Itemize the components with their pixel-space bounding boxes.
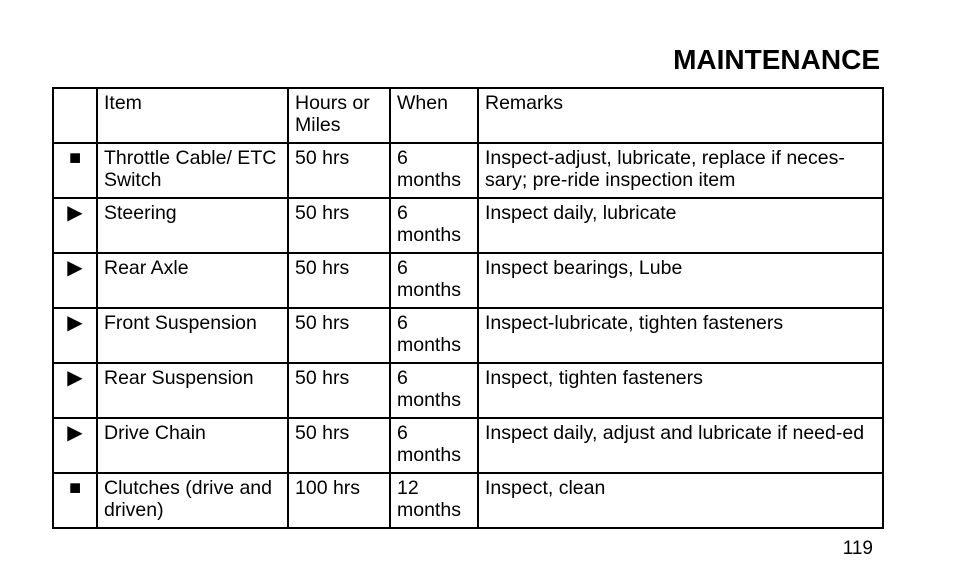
triangle-right-icon: ▶ [53, 418, 97, 473]
item-cell: Front Suspension [97, 308, 288, 363]
hours-cell: 50 hrs [288, 143, 390, 198]
triangle-right-icon: ▶ [53, 198, 97, 253]
column-header-when: When [390, 88, 478, 143]
table-row [53, 363, 883, 418]
hours-cell: 100 hrs [288, 473, 390, 528]
column-header-marker [53, 88, 97, 143]
item-cell: Rear Suspension [97, 363, 288, 418]
when-cell: 6 months [390, 363, 478, 418]
page-number: 119 [842, 538, 873, 559]
hours-cell: 50 hrs [288, 363, 390, 418]
table-row [53, 143, 883, 198]
item-cell: Steering [97, 198, 288, 253]
remarks-cell: Inspect, clean [478, 473, 883, 528]
item-cell: Rear Axle [97, 253, 288, 308]
table-row [53, 308, 883, 363]
table-row [53, 473, 883, 528]
when-cell: 6 months [390, 143, 478, 198]
when-cell: 6 months [390, 308, 478, 363]
when-cell: 6 months [390, 253, 478, 308]
remarks-cell: Inspect daily, adjust and lubricate if need-ed [478, 418, 883, 473]
page-title: MAINTENANCE [673, 44, 880, 75]
table-header-row [53, 88, 883, 143]
column-header-item: Item [97, 88, 288, 143]
remarks-cell: Inspect-adjust, lubricate, replace if neces-sary; pre-ride inspection item [478, 143, 883, 198]
column-header-remarks: Remarks [478, 88, 883, 143]
table-row [53, 198, 883, 253]
maintenance-table [52, 87, 884, 529]
item-cell: Drive Chain [97, 418, 288, 473]
remarks-cell: Inspect, tighten fasteners [478, 363, 883, 418]
remarks-cell: Inspect bearings, Lube [478, 253, 883, 308]
remarks-cell: Inspect daily, lubricate [478, 198, 883, 253]
hours-cell: 50 hrs [288, 198, 390, 253]
triangle-right-icon: ▶ [53, 253, 97, 308]
item-cell: Throttle Cable/ ETC Switch [97, 143, 288, 198]
table-row [53, 253, 883, 308]
table-row [53, 418, 883, 473]
hours-cell: 50 hrs [288, 308, 390, 363]
when-cell: 6 months [390, 418, 478, 473]
hours-cell: 50 hrs [288, 253, 390, 308]
remarks-cell: Inspect‑lubricate, tighten fasteners [478, 308, 883, 363]
square-icon: ■ [53, 473, 97, 528]
column-header-hours: Hours or Miles [288, 88, 390, 143]
item-cell: Clutches (drive and driven) [97, 473, 288, 528]
when-cell: 6 months [390, 198, 478, 253]
triangle-right-icon: ▶ [53, 363, 97, 418]
hours-cell: 50 hrs [288, 418, 390, 473]
square-icon: ■ [53, 143, 97, 198]
when-cell: 12 months [390, 473, 478, 528]
triangle-right-icon: ▶ [53, 308, 97, 363]
